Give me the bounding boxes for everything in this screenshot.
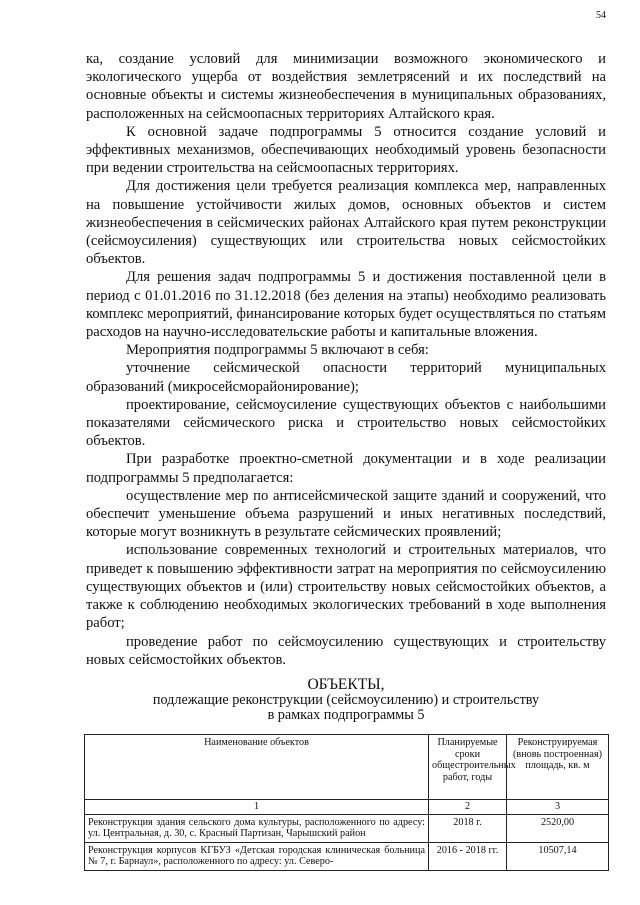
objects-table [84,734,609,871]
table-row [85,842,609,870]
column-header-period: Планируемые сроки общестроительных работ, годы [429,735,507,800]
object-name: Реконструкция здания сельского дома культуры, расположенного по адресу: ул. Центральная, д. 30, с. Красный Партизан, Чарышский район [85,814,429,842]
paragraph: Для решения задач подпрограммы 5 и достижения поставленной цели в период с 01.01.2016 по 31.12.2018 (без деления на этапы) необходимо реализовать комплекс мероприятий, финансирование которых будет осуществляться по статьям расходов на научно-исследовательские работы и капитальные вложения. [86,269,606,341]
object-area: 10507,14 [507,842,609,870]
column-number-row [85,800,609,815]
paragraph: Мероприятия подпрограммы 5 включают в себя: [126,342,429,359]
column-number: 1 [85,800,429,815]
heading-subtitle-line: подлежащие реконструкции (сейсмоусилению) и строительству [152,692,540,708]
column-header-area: Реконструируемая (вновь построенная) площадь, кв. м [507,735,609,800]
table-header-row [85,735,609,800]
heading-title: ОБЪЕКТЫ, [307,676,385,693]
column-number: 3 [507,800,609,815]
object-name: Реконструкция корпусов КГБУЗ «Детская городская клиническая больница № 7, г. Барнаул», расположенного по адресу: ул. Северо- [85,842,429,870]
paragraph: При разработке проектно-сметной документации и в ходе реализации подпрограммы 5 предполагается: [86,451,606,486]
object-period: 2018 г. [429,814,507,842]
heading-subtitle-line: в рамках подпрограммы 5 [267,707,425,723]
object-period: 2016 - 2018 гг. [429,842,507,870]
paragraph: проведение работ по сейсмоусилению существующих и строительству новых сейсмостойких объектов. [86,633,606,668]
paragraph: осуществление мер по антисейсмической защите зданий и сооружений, что обеспечит уменьшение объема разрушений и иных негативных последствий, которые могут возникнуть в результате сейсмических проявлений; [86,487,606,541]
paragraph: уточнение сейсмической опасности территорий муниципальных образований (микросейсморайонирование); [86,360,606,395]
object-area: 2520,00 [507,814,609,842]
page-number: 54 [596,10,606,21]
table-row [85,814,609,842]
paragraph: ка, создание условий для минимизации возможного экономического и экологического ущерба от воздействия землетрясений и их последствий на основные объекты и системы жизнеобеспечения в муниципальных образованиях, расположенных на сейсмоопасных территориях Алтайского края. [86,51,606,122]
section-heading [86,677,606,723]
paragraph: Для достижения цели требуется реализация комплекса мер, направленных на повышение устойчивости жилых домов, основных объектов и систем жизнеобеспечения в сейсмических районах Алтайского края путем реконструкции (сейсмоусиления) существующих или строительства новых сейсмостойких объектов. [86,178,606,268]
column-number: 2 [429,800,507,815]
paragraph: К основной задаче подпрограммы 5 относится создание условий и эффективных механизмов, обеспечивающих необходимый уровень безопасности при ведении строительства на сейсмоопасных территориях. [86,123,606,177]
body-text [86,50,606,669]
paragraph: проектирование, сейсмоусиление существующих объектов с наибольшими показателями сейсмического риска и строительство новых сейсмостойких объектов. [86,396,606,450]
column-header-name: Наименование объектов [85,735,429,800]
paragraph: использование современных технологий и строительных материалов, что приведет к повышению эффективности затрат на мероприятия по сейсмоусилению существующих объектов и (или) строительству новых сейсмостойких объектов, а также к соблюдению необходимых экологических требований в ходе выполнения работ; [86,542,606,632]
